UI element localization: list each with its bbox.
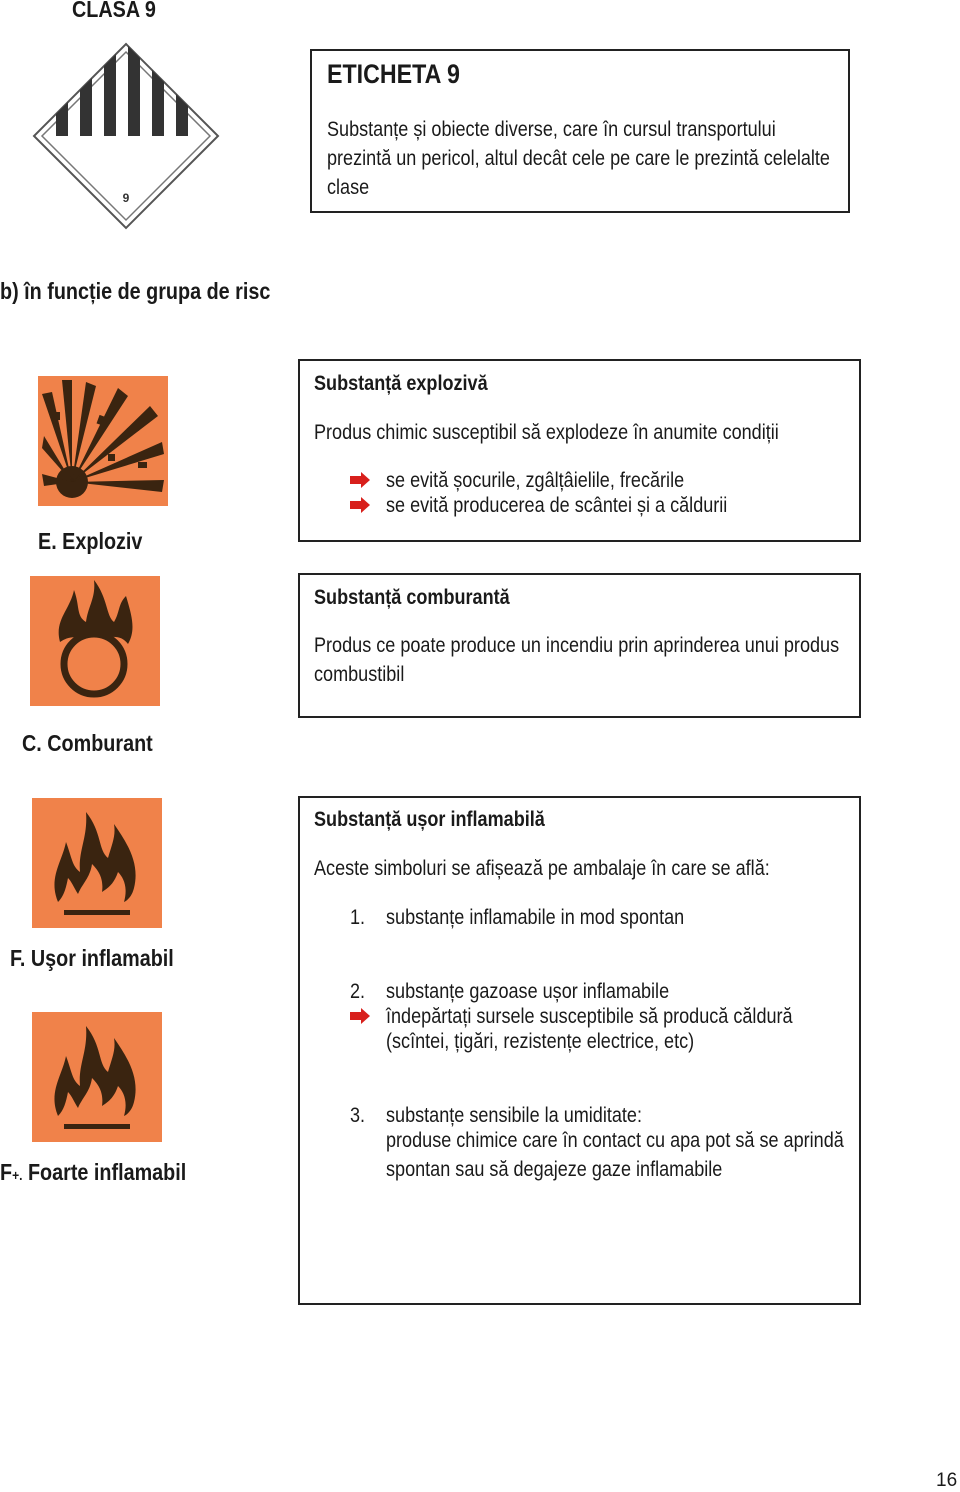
- oxidizer-title: Substanță comburantă: [314, 586, 510, 609]
- label9-line-3: clase: [327, 176, 370, 199]
- explosive-symbol-icon: [38, 376, 168, 506]
- oxidizer-box: [298, 573, 861, 718]
- label9-line-1: Substanțe și obiecte diverse, care în cursul transportului: [327, 118, 776, 141]
- flammable-symbol-label-2: F+. Foarte inflamabil: [0, 1159, 187, 1185]
- flammable-item-1-text: substanțe inflamabile in mod spontan: [386, 906, 685, 929]
- class-heading: CLASA 9: [72, 0, 156, 22]
- flammable-symbol-label-1: F. Uşor inflamabil: [10, 945, 174, 971]
- oxidizer-symbol-label: C. Comburant: [22, 730, 153, 756]
- flammable-box: [298, 796, 861, 1305]
- flammable-symbol-icon: [32, 798, 162, 928]
- oxidizer-description-line-1: Produs ce poate produce un incendiu prin aprinderea unui produs: [314, 634, 840, 657]
- explosive-description: Produs chimic susceptibil să explodeze în anumite condiții: [314, 421, 779, 444]
- flammable-item-3-number: 3.: [350, 1104, 366, 1127]
- explosive-bullet-1: se evită șocurile, zgâlțâielile, frecările: [386, 469, 685, 492]
- section-heading: b) în funcție de grupa de risc: [0, 278, 271, 304]
- explosive-box: [298, 359, 861, 542]
- highly-flammable-symbol-icon: [32, 1012, 162, 1142]
- explosive-bullet-2: se evită producerea de scântei și a căldurii: [386, 494, 728, 517]
- flammable-item-3-line-1: produse chimice care în contact cu apa pot să se aprindă: [386, 1129, 844, 1152]
- flammable-title: Substanță ușor inflamabilă: [314, 808, 545, 831]
- flammable-item-2-bullet-line-1: îndepărtați sursele susceptibile să producă căldură: [386, 1005, 793, 1028]
- oxidizer-description-line-2: combustibil: [314, 663, 405, 686]
- class9-number: 9: [122, 191, 130, 205]
- flammable-item-3-text: substanțe sensibile la umiditate:: [386, 1104, 642, 1127]
- flammable-item-2-text: substanțe gazoase ușor inflamabile: [386, 980, 670, 1003]
- label9-title: ETICHETA 9: [327, 59, 460, 89]
- flammable-item-3-line-2: spontan sau să degajeze gaze inflamabile: [386, 1158, 723, 1181]
- arrow-bullet-icon: [350, 1008, 370, 1024]
- class9-diamond-icon: [30, 40, 222, 232]
- oxidizer-symbol-icon: [30, 576, 160, 706]
- page-number: 16: [936, 1470, 958, 1491]
- arrow-bullet-icon: [350, 472, 370, 488]
- label9-box: [310, 49, 850, 213]
- flammable-intro: Aceste simboluri se afișează pe ambalaje în care se află:: [314, 857, 770, 880]
- flammable-item-1-number: 1.: [350, 906, 366, 929]
- flammable-item-2-bullet-line-2: (scîntei, țigări, rezistențe electrice, etc): [386, 1030, 695, 1053]
- arrow-bullet-icon: [350, 497, 370, 513]
- label9-line-2: prezintă un pericol, altul decât cele pe care le prezintă celelalte: [327, 147, 830, 170]
- flammable-item-2-number: 2.: [350, 980, 366, 1003]
- explosive-title: Substanță explozivă: [314, 372, 488, 395]
- explosive-symbol-label: E. Exploziv: [38, 528, 143, 554]
